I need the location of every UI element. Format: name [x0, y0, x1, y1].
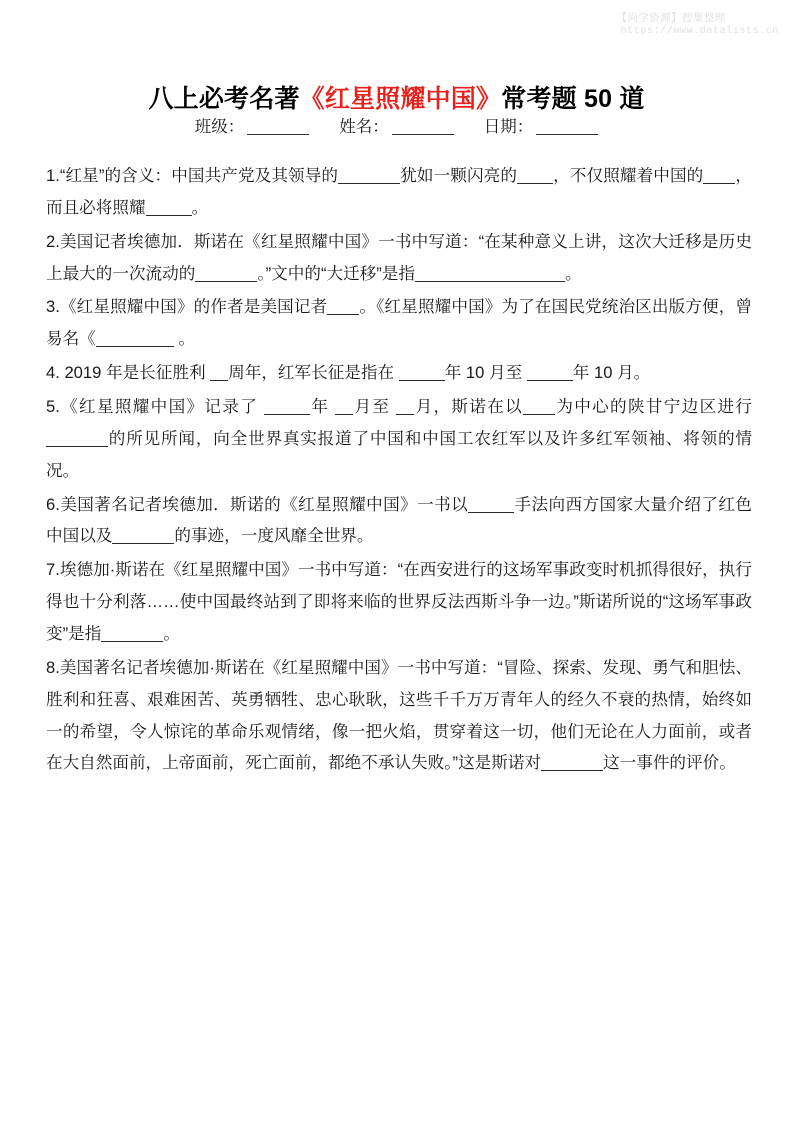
answer-blank[interactable]: [195, 264, 257, 282]
answer-blank[interactable]: [415, 264, 565, 282]
question-text-1-2: ，不仅照耀着中国的: [553, 166, 704, 185]
question-number-3: 3.: [46, 297, 60, 317]
question-item-4: [46, 357, 752, 389]
question-text-2-0: 美国记者埃德加．斯诺在《红星照耀中国》一书中写道：“在某种意义上讲，这次大迁移是历史上最大的一次流动的: [46, 231, 752, 283]
class-blank[interactable]: [247, 134, 309, 135]
answer-blank[interactable]: [541, 754, 603, 772]
question-text-1-1: 犹如一颗闪亮的: [400, 166, 518, 185]
question-text-4-3: 年 10 月。: [572, 363, 651, 383]
answer-blank[interactable]: [535, 166, 553, 184]
questions-list: [46, 160, 752, 781]
title-part-red: 《红星照耀中国》: [299, 84, 502, 113]
answer-blank[interactable]: [468, 495, 514, 513]
answer-blank[interactable]: [210, 364, 228, 382]
name-blank[interactable]: [392, 134, 454, 135]
question-text-4-2: 年 10 月至: [444, 363, 527, 383]
question-number-7: 7.: [46, 560, 60, 580]
class-field: [195, 113, 310, 137]
answer-blank[interactable]: [338, 166, 400, 184]
question-text-6-0: 美国著名记者埃德加．斯诺的《红星照耀中国》一书以: [59, 494, 469, 514]
question-item-8: [46, 652, 752, 779]
watermark: [617, 12, 779, 39]
question-number-1: 1.: [46, 166, 60, 185]
question-text-8-0: 美国著名记者埃德加·斯诺在《红星照耀中国》一书中写道：“冒险、探索、发现、勇气和胆怯、胜利和狂喜、艰难困苦、英勇牺牲、忠心耿耿，这些千千万万青年人的经久不衰的热情，始终如一的希望，令人惊诧的革命乐观情绪，像一把火焰，贯穿着这一切，他们无论在人力面前，或者在大自然面前，上帝面前，死亡面前，都绝不承认失败。”这是斯诺对: [46, 657, 752, 773]
question-text-5-1: 年: [310, 397, 336, 417]
answer-blank[interactable]: [264, 397, 310, 415]
answer-blank[interactable]: [703, 166, 735, 184]
answer-blank[interactable]: [96, 330, 174, 348]
question-number-2: 2.: [46, 231, 60, 251]
question-item-3: [46, 291, 752, 355]
answer-blank[interactable]: [335, 397, 353, 415]
student-info-row: [0, 113, 793, 137]
page-title: [0, 85, 793, 114]
question-item-7: [46, 554, 752, 650]
answer-blank[interactable]: [101, 624, 163, 642]
answer-blank[interactable]: [327, 298, 359, 316]
question-item-5: [46, 391, 752, 487]
question-text-2-1: 。”文中的“大迁移”是指: [257, 263, 415, 283]
class-label: 班级：: [194, 118, 245, 136]
question-text-5-0: 《红星照耀中国》记录了: [59, 397, 265, 417]
answer-blank[interactable]: [396, 397, 414, 415]
date-field: [484, 113, 599, 137]
question-item-2: [46, 226, 752, 290]
answer-blank[interactable]: [523, 397, 555, 415]
question-text-6-1: 手法向西方国家大量介绍了红色中国以及: [46, 494, 753, 546]
question-item-6: [46, 489, 752, 553]
name-field: [339, 113, 454, 137]
question-text-6-2: 的事迹，一度风靡全世界。: [174, 526, 374, 546]
question-text-5-5: 的所见所闻，向全世界真实报道了中国和中国工农红军以及许多红军领袖、将领的情况。: [46, 428, 752, 480]
question-text-1-4: 。: [191, 197, 209, 217]
question-item-1: [46, 160, 752, 224]
question-text-5-3: 月，斯诺在以: [414, 397, 524, 417]
question-text-1-3: ，而且必将照耀: [46, 166, 753, 217]
question-text-4-0: 2019 年是长征胜利: [59, 363, 211, 383]
question-text-8-1: 这一事件的评价。: [603, 753, 736, 773]
question-text-7-1: 。: [163, 624, 180, 644]
question-text-1-0: “红星”的含义：中国共产党及其领导的: [59, 166, 339, 185]
watermark-url: https://www.datalists.cn: [620, 26, 779, 38]
answer-blank[interactable]: [517, 166, 535, 184]
question-text-5-2: 月至: [353, 397, 397, 417]
answer-blank[interactable]: [527, 364, 573, 382]
question-text-3-2: 。: [173, 329, 195, 349]
question-text-2-2: 。: [564, 263, 582, 283]
question-text-7-0: 埃德加·斯诺在《红星照耀中国》一书中写道：“在西安进行的这场军事政变时机抓得很好，执行得也十分利落……使中国最终站到了即将来临的世界反法西斯斗争一边。”斯诺所说的“这场军事政变”是指: [46, 560, 752, 644]
answer-blank[interactable]: [46, 429, 108, 447]
watermark-label: 【尚学资源】搜集整理: [616, 12, 726, 24]
question-text-4-1: 周年，红军长征是指在: [228, 363, 399, 383]
question-number-5: 5.: [46, 397, 60, 417]
question-number-6: 6.: [46, 494, 60, 514]
answer-blank[interactable]: [399, 364, 445, 382]
question-text-5-4: 为中心的陕甘宁边区进行: [555, 397, 752, 417]
question-number-4: 4.: [46, 363, 60, 383]
answer-blank[interactable]: [146, 198, 192, 216]
title-part-3: 常考题 50 道: [501, 84, 645, 113]
date-label: 日期：: [483, 118, 534, 136]
question-number-8: 8.: [46, 657, 60, 677]
name-label: 姓名：: [339, 118, 389, 136]
answer-blank[interactable]: [112, 527, 174, 545]
title-part-1: 八上必考名著: [148, 84, 300, 113]
date-blank[interactable]: [536, 134, 598, 135]
question-text-3-1: 。《红星照耀中国》为了在国民党统治区出版方便，曾易名《: [46, 297, 752, 349]
question-text-3-0: 《红星照耀中国》的作者是美国记者: [59, 297, 328, 317]
